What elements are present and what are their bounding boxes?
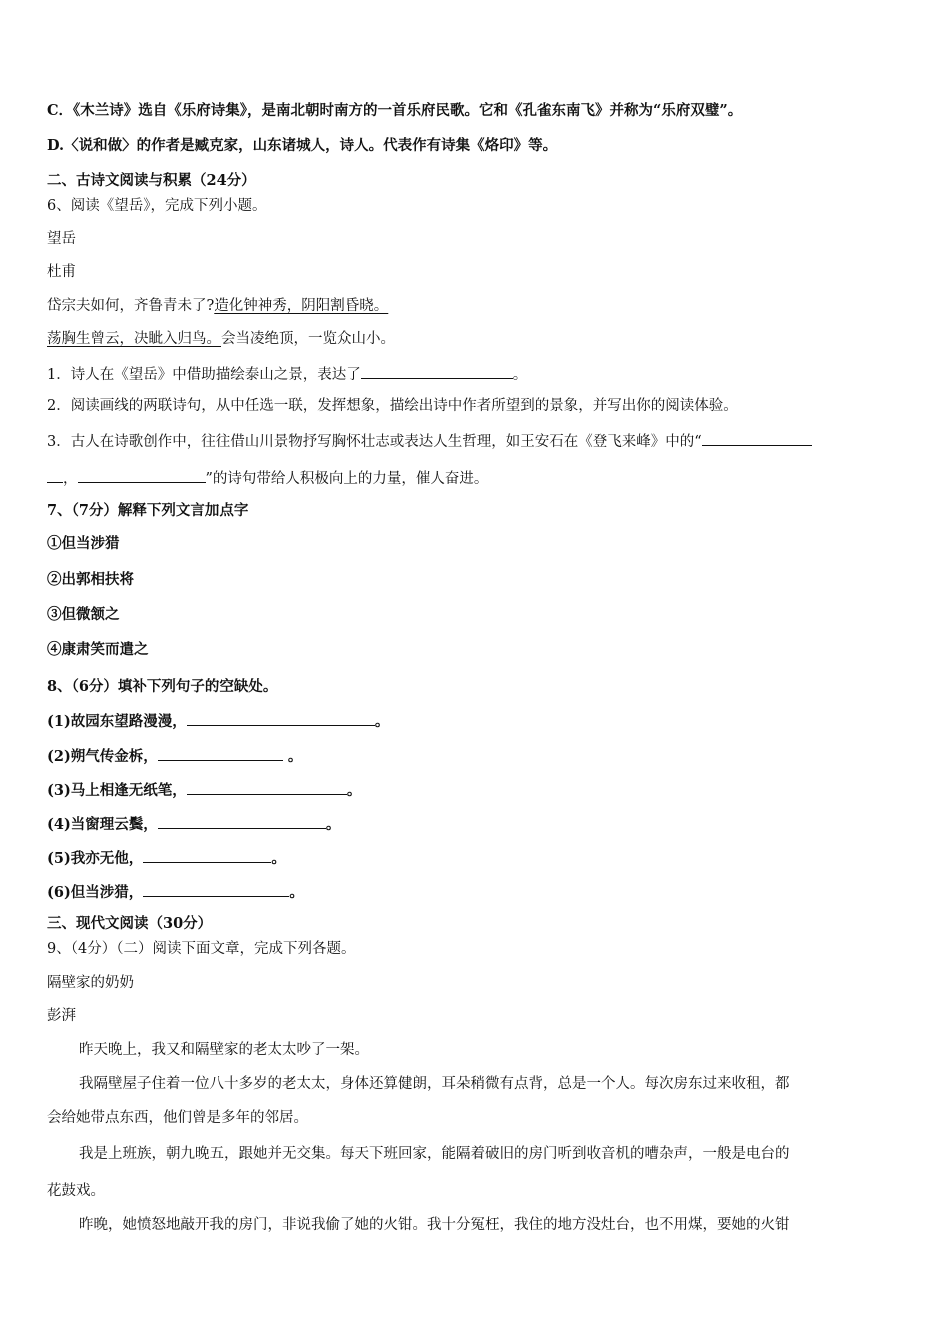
poem-line-1-plain: 岱宗夫如何，齐鲁青未了?	[47, 298, 215, 314]
answer-blank[interactable]	[78, 467, 206, 483]
question-8-item-6-text: (6)但当涉猎，	[47, 884, 144, 901]
question-6-3-end: ”的诗句带给人积极向上的力量，催人奋进。	[205, 471, 489, 487]
question-6-1-end: 。	[512, 367, 528, 383]
question-8: 8、（6分）填补下列句子的空缺处。	[47, 678, 278, 695]
period: 。	[287, 748, 303, 765]
answer-blank[interactable]	[158, 745, 283, 761]
section-3-heading: 三、现代文阅读（30分）	[47, 915, 213, 932]
article-author: 彭湃	[47, 1008, 76, 1024]
question-7: 7、（7分）解释下列文言加点字	[47, 502, 249, 519]
section-2-heading: 二、古诗文阅读与积累（24分）	[47, 172, 256, 189]
poem-line-2-plain: 会当凌绝顶，一览众山小。	[221, 331, 395, 347]
poem-line-2	[47, 329, 395, 349]
question-8-item-4-text: (4)当窗理云鬓，	[47, 816, 158, 833]
question-6-1-text: 1．诗人在《望岳》中借助描绘泰山之景，表达了	[47, 367, 361, 383]
question-8-item-6	[47, 881, 304, 903]
question-8-item-1-text: (1)故园东望路漫漫，	[47, 713, 187, 730]
answer-blank[interactable]	[702, 430, 812, 446]
paragraph-3-line-1: 我是上班族，朝九晚五，跟她并无交集。每天下班回家，能隔着破旧的房门听到收音机的嘈杂声，一般是电台的	[79, 1146, 790, 1162]
question-6-1	[47, 363, 527, 385]
option-c: C．《木兰诗》选自《乐府诗集》，是南北朝时南方的一首乐府民歌。它和《孔雀东南飞》并称为“乐府双璧”。	[47, 102, 743, 119]
question-8-item-3	[47, 779, 361, 801]
question-6-2: 2．阅读画线的两联诗句，从中任选一联，发挥想象，描绘出诗中作者所望到的景象，并写出你的阅读体验。	[47, 398, 738, 414]
period: 。	[289, 884, 304, 901]
period: 。	[346, 782, 362, 799]
answer-blank[interactable]	[361, 363, 513, 379]
answer-blank[interactable]	[47, 467, 63, 483]
question-7-item-2: ②出郭相扶将	[47, 571, 134, 588]
answer-blank[interactable]	[158, 813, 326, 829]
paragraph-2-line-2: 会给她带点东西，他们曾是多年的邻居。	[47, 1110, 308, 1126]
question-6: 6、阅读《望岳》，完成下列小题。	[47, 198, 267, 214]
poem-line-1	[47, 296, 388, 316]
paragraph-4-line-1: 昨晚，她愤怒地敲开我的房门，非说我偷了她的火钳。我十分冤枉，我住的地方没灶台，也不用煤，要她的火钳	[79, 1217, 790, 1233]
question-9: 9、（4分）（二）阅读下面文章，完成下列各题。	[47, 941, 356, 957]
poem-line-1-underlined: 造化钟神秀，阴阳割昏晓。	[214, 298, 389, 314]
question-7-item-1: ①但当涉猎	[47, 535, 120, 552]
question-8-item-5	[47, 847, 286, 869]
period: 。	[325, 816, 341, 833]
question-8-item-4	[47, 813, 340, 835]
poem-line-2-underlined: 荡胸生曾云，决眦入归鸟。	[47, 331, 221, 347]
answer-blank[interactable]	[187, 779, 347, 795]
question-8-item-5-text: (5)我亦无他，	[47, 850, 144, 867]
question-8-item-2	[47, 745, 302, 767]
comma: ，	[63, 471, 78, 487]
answer-blank[interactable]	[143, 881, 289, 897]
question-7-item-3: ③但微颔之	[47, 606, 120, 623]
option-d: D.〈说和做〉的作者是臧克家，山东诸城人，诗人。代表作有诗集《烙印》等。	[47, 137, 558, 154]
paragraph-1: 昨天晚上，我又和隔壁家的老太太吵了一架。	[79, 1042, 369, 1058]
paragraph-2-line-1: 我隔壁屋子住着一位八十多岁的老太太，身体还算健朗，耳朵稍微有点背，总是一个人。每次房东过来收租，都	[79, 1076, 790, 1092]
answer-blank[interactable]	[143, 847, 271, 863]
question-7-item-4: ④康肃笑而遣之	[47, 641, 149, 658]
question-6-3-continued	[47, 467, 488, 489]
question-8-item-2-text: (2)朔气传金柝，	[47, 748, 158, 765]
paragraph-3-line-2: 花鼓戏。	[47, 1183, 105, 1199]
answer-blank[interactable]	[187, 710, 375, 726]
question-8-item-3-text: (3)马上相逢无纸笔，	[47, 782, 187, 799]
article-title: 隔壁家的奶奶	[47, 975, 134, 991]
question-8-item-1	[47, 710, 389, 732]
period: 。	[271, 850, 286, 867]
poem-title: 望岳	[47, 231, 76, 247]
poem-author: 杜甫	[47, 264, 76, 280]
question-6-3-text: 3．古人在诗歌创作中，往往借山川景物抒写胸怀壮志或表达人生哲理，如王安石在《登飞来峰》中的“	[47, 434, 702, 450]
question-6-3	[47, 430, 812, 452]
period: 。	[374, 713, 390, 730]
